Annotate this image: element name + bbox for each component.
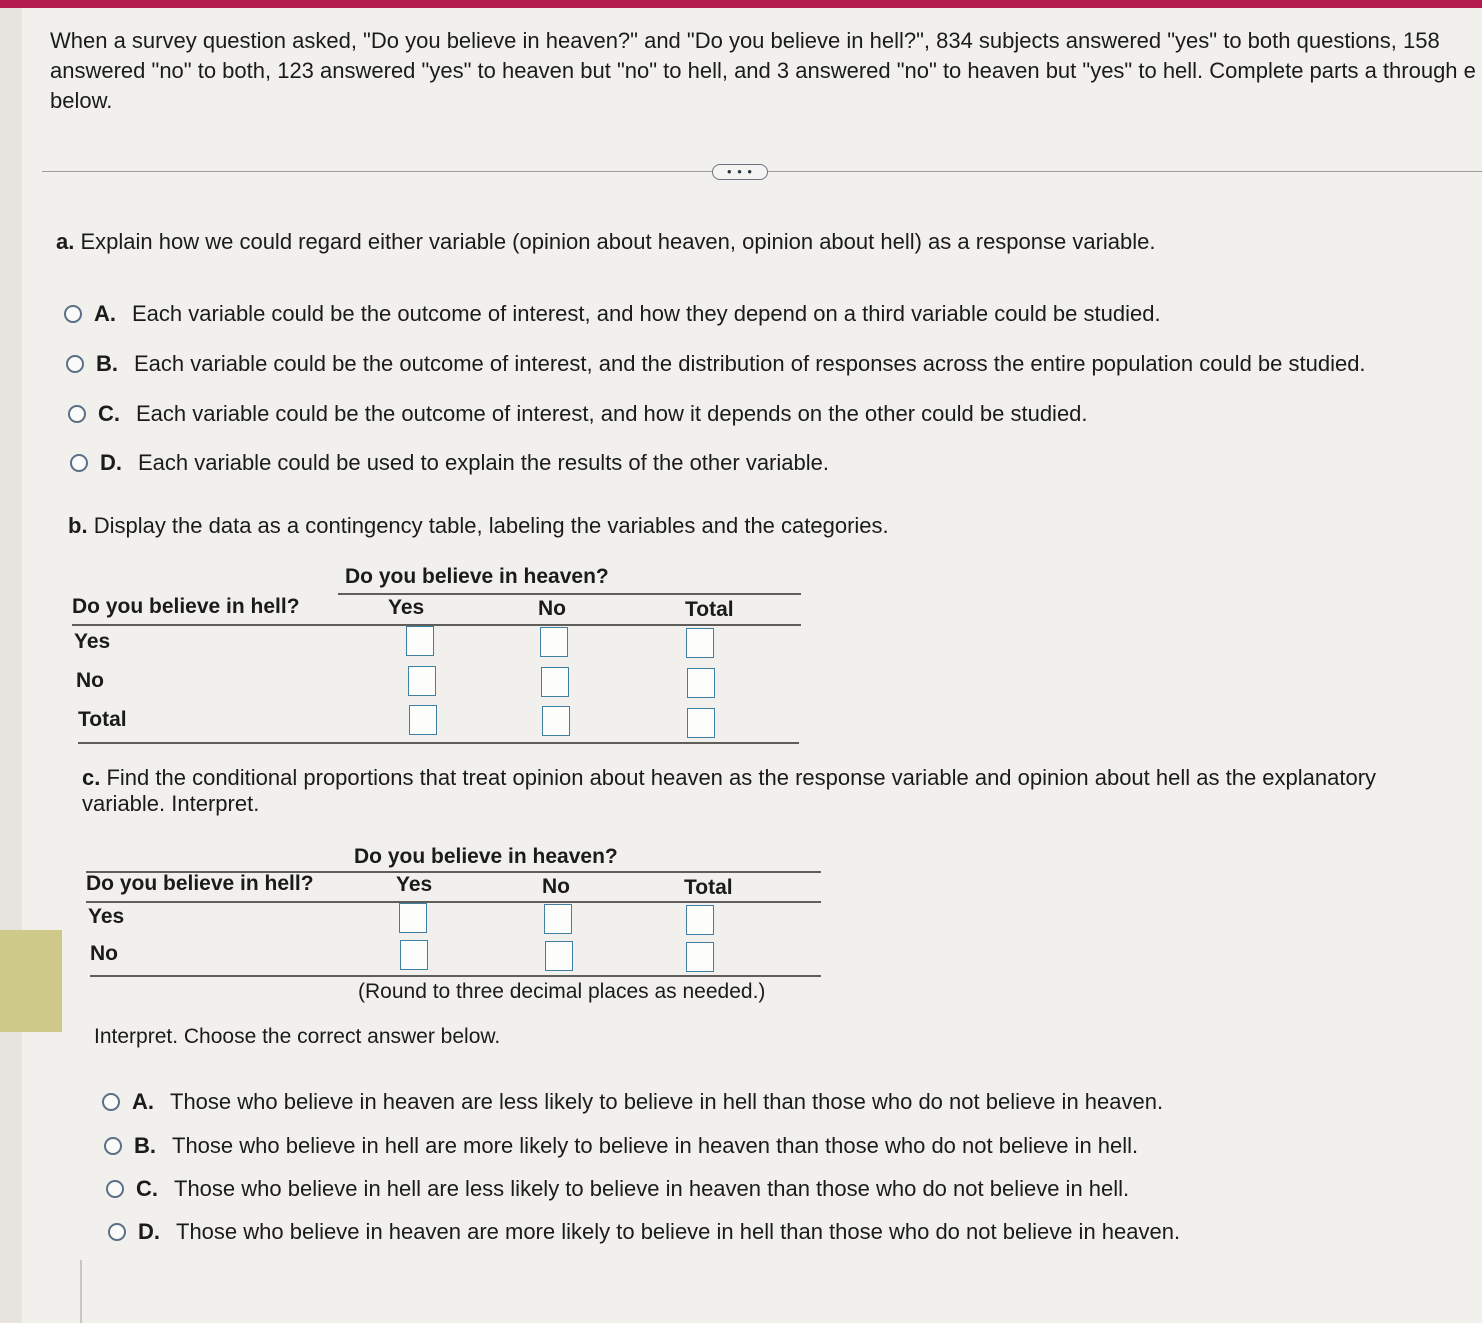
radio-icon[interactable]	[64, 305, 82, 323]
row-variable-heading: Do you believe in hell?	[86, 872, 314, 895]
part-c-option-c[interactable]	[106, 1176, 1129, 1202]
top-accent-bar	[0, 0, 1482, 8]
expand-more-button[interactable]: • • •	[712, 164, 768, 180]
part-c-option-a[interactable]	[102, 1089, 1163, 1115]
option-text: Each variable could be used to explain the results of the other variable.	[138, 450, 829, 475]
option-letter: A.	[132, 1089, 154, 1114]
part-a-text: Explain how we could regard either variable (opinion about heaven, opinion about hell) as a response variable.	[80, 229, 1156, 254]
option-text: Those who believe in hell are less likely to believe in heaven than those who do not believe in hell.	[174, 1176, 1130, 1201]
option-letter: D.	[100, 450, 122, 475]
radio-icon[interactable]	[106, 1180, 124, 1198]
part-b-label: b.	[68, 513, 88, 538]
option-letter: A.	[94, 301, 116, 326]
interpret-prompt: Interpret. Choose the correct answer below.	[94, 1025, 501, 1048]
prop-hell-yes-heaven-yes-input[interactable]	[399, 903, 427, 933]
part-c-option-b[interactable]	[104, 1133, 1138, 1159]
part-b-text: Display the data as a contingency table, labeling the variables and the categories.	[93, 513, 889, 538]
part-a-option-c[interactable]	[68, 401, 1088, 427]
cell-total-heaven-yes-input[interactable]	[409, 705, 437, 735]
problem-statement: When a survey question asked, "Do you believe in heaven?" and "Do you believe in hell?", 834 subjects answered "yes" to both questions, 158 answered "no" to both, 123 answered "yes" to heaven but "no" to hell, and 3 answered "no" to heaven but "yes" to hell. Complete parts a through e below.	[50, 28, 1476, 113]
prop-hell-yes-total-input[interactable]	[686, 905, 714, 935]
row-label-no: No	[76, 669, 104, 692]
radio-icon[interactable]	[104, 1137, 122, 1155]
column-header-yes: Yes	[388, 596, 425, 619]
radio-icon[interactable]	[102, 1093, 120, 1111]
option-letter: C.	[136, 1176, 158, 1201]
rounding-instruction: (Round to three decimal places as needed.)	[358, 980, 766, 1003]
part-c-label: c.	[82, 765, 101, 790]
cell-hell-no-heaven-yes-input[interactable]	[408, 666, 436, 696]
option-letter: B.	[134, 1133, 156, 1158]
column-header-no: No	[542, 875, 570, 898]
row-label-yes: Yes	[74, 630, 111, 653]
column-header-total: Total	[685, 598, 734, 621]
part-a-question	[56, 229, 1156, 255]
table-rule	[78, 742, 799, 744]
table-rule	[86, 901, 821, 903]
question-page	[22, 8, 1482, 1323]
radio-icon[interactable]	[70, 454, 88, 472]
prop-hell-no-total-input[interactable]	[686, 942, 714, 972]
radio-icon[interactable]	[66, 355, 84, 373]
cell-hell-yes-heaven-no-input[interactable]	[540, 627, 568, 657]
radio-icon[interactable]	[108, 1223, 126, 1241]
option-text: Those who believe in hell are more likely to believe in heaven than those who do not believe in hell.	[172, 1133, 1139, 1158]
cell-grand-total-input[interactable]	[687, 708, 715, 738]
part-c-option-d[interactable]	[108, 1219, 1180, 1245]
row-variable-heading: Do you believe in hell?	[72, 595, 300, 618]
option-text: Each variable could be the outcome of interest, and the distribution of responses across the entire population could be studied.	[134, 351, 1366, 376]
option-text: Each variable could be the outcome of interest, and how they depend on a third variable could be studied.	[132, 301, 1161, 326]
column-header-no: No	[538, 597, 566, 620]
cell-hell-yes-heaven-yes-input[interactable]	[406, 626, 434, 656]
cell-total-heaven-no-input[interactable]	[542, 706, 570, 736]
prop-hell-yes-heaven-no-input[interactable]	[544, 904, 572, 934]
side-highlight-strip	[0, 930, 62, 1032]
option-letter: B.	[96, 351, 118, 376]
cell-hell-no-heaven-no-input[interactable]	[541, 667, 569, 697]
row-label-no: No	[90, 942, 118, 965]
row-label-yes: Yes	[88, 905, 125, 928]
cell-hell-yes-total-input[interactable]	[686, 628, 714, 658]
part-c-question	[82, 765, 1422, 817]
table-rule	[338, 593, 801, 595]
table-rule	[72, 624, 801, 626]
part-b-question	[68, 513, 889, 539]
option-text: Each variable could be the outcome of interest, and how it depends on the other could be studied.	[136, 401, 1088, 426]
left-rule	[80, 1260, 82, 1323]
column-header-yes: Yes	[396, 873, 433, 896]
column-header-total: Total	[684, 876, 733, 899]
table-rule	[90, 975, 821, 977]
option-letter: D.	[138, 1219, 160, 1244]
option-text: Those who believe in heaven are less likely to believe in hell than those who do not believe in heaven.	[170, 1089, 1164, 1114]
column-variable-heading: Do you believe in heaven?	[345, 565, 609, 588]
radio-icon[interactable]	[68, 405, 86, 423]
prop-hell-no-heaven-yes-input[interactable]	[400, 940, 428, 970]
cell-hell-no-total-input[interactable]	[687, 668, 715, 698]
prop-hell-no-heaven-no-input[interactable]	[545, 941, 573, 971]
column-variable-heading: Do you believe in heaven?	[354, 845, 618, 868]
part-c-text: Find the conditional proportions that treat opinion about heaven as the response variable and opinion about hell as the explanatory variable. Interpret.	[82, 765, 1377, 816]
option-letter: C.	[98, 401, 120, 426]
row-label-total: Total	[78, 708, 127, 731]
part-a-option-b[interactable]	[66, 351, 1366, 377]
part-a-label: a.	[56, 229, 75, 254]
part-a-option-a[interactable]	[64, 301, 1161, 327]
option-text: Those who believe in heaven are more likely to believe in hell than those who do not believe in heaven.	[176, 1219, 1181, 1244]
part-a-option-d[interactable]	[70, 450, 829, 476]
